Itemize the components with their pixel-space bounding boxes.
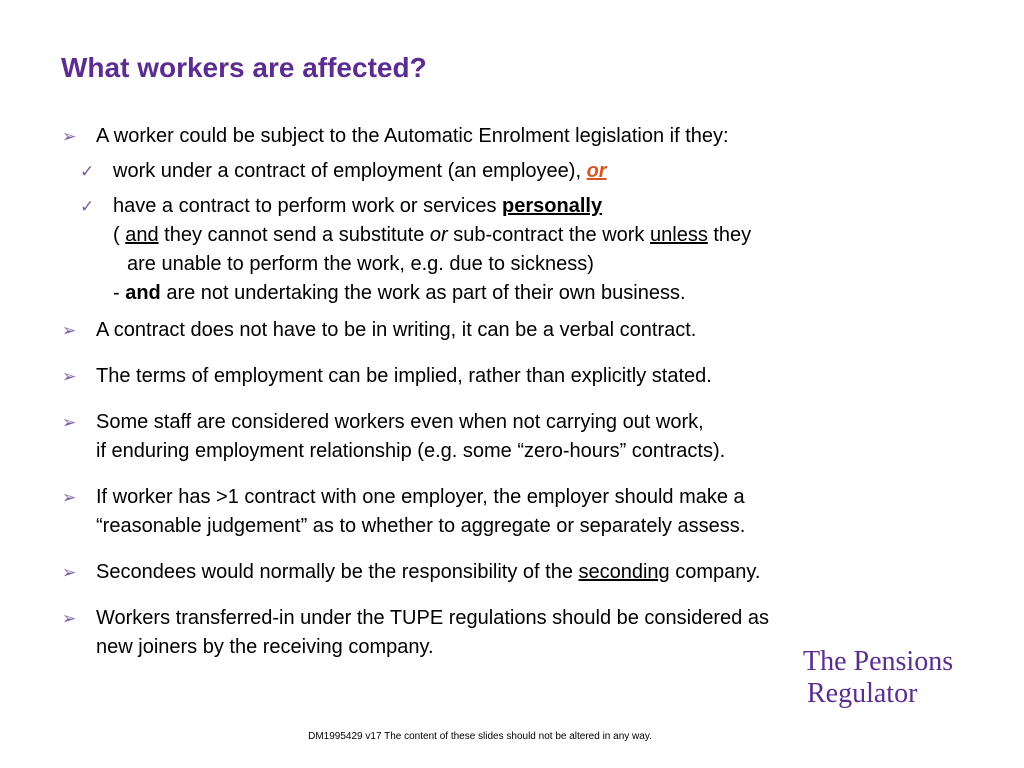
bullet-item: [62, 362, 962, 391]
emphasis-and: and: [125, 224, 159, 246]
sub-bullet-text: work under a contract of employment (an employee),: [113, 160, 587, 182]
sub-bullet-item: [62, 192, 962, 308]
sub-bullet-item: [62, 157, 962, 186]
arrow-bullet-icon: ➢: [62, 127, 77, 146]
bullet-text: The terms of employment can be implied, rather than explicitly stated.: [96, 365, 712, 387]
bullet-item: [62, 483, 962, 541]
bullet-text-line: if enduring employment relationship (e.g. some “zero-hours” contracts).: [96, 440, 726, 462]
bullet-text-line: Some staff are considered workers even when not carrying out work,: [96, 411, 704, 433]
emphasis-and-bold: and: [125, 282, 161, 304]
bullet-text: A contract does not have to be in writing, it can be a verbal contract.: [96, 319, 697, 341]
condition-dash: -: [113, 282, 126, 304]
bullet-text-line: Workers transferred-in under the TUPE regulations should be considered as: [96, 607, 769, 629]
condition-text: they cannot send a substitute: [158, 224, 430, 246]
arrow-bullet-icon: ➢: [62, 413, 77, 432]
emphasis-or-italic: or: [429, 224, 448, 246]
arrow-bullet-icon: ➢: [62, 563, 77, 582]
checkmark-icon: ✓: [80, 197, 95, 216]
pensions-regulator-logo: [803, 646, 953, 710]
condition-continuation: are unable to perform the work, e.g. due to sickness): [127, 253, 594, 275]
condition-text-2: sub-contract the work: [447, 224, 650, 246]
footer-note: DM1995429 v17 The content of these slides should not be altered in any way.: [308, 731, 652, 742]
bullet-item: [62, 316, 962, 345]
logo-line-1: The Pensions: [803, 646, 954, 677]
condition-rest: are not undertaking the work as part of their own business.: [160, 282, 686, 304]
slide-title: What workers are affected?: [61, 52, 427, 83]
bullet-text-line: new joiners by the receiving company.: [96, 636, 434, 658]
emphasis-seconding: seconding: [578, 561, 670, 583]
bullet-text-line: If worker has >1 contract with one employer, the employer should make a: [96, 486, 745, 508]
checkmark-icon: ✓: [80, 162, 95, 181]
emphasis-personally: personally: [502, 195, 603, 217]
bullet-text: A worker could be subject to the Automatic Enrolment legislation if they:: [96, 125, 729, 147]
bullet-text-line: “reasonable judgement” as to whether to aggregate or separately assess.: [96, 515, 746, 537]
emphasis-or: or: [586, 160, 607, 182]
condition-open: (: [113, 224, 126, 246]
bullet-list: [62, 122, 962, 662]
logo-line-2: Regulator: [807, 678, 918, 709]
bullet-text-end: company.: [669, 561, 761, 583]
arrow-bullet-icon: ➢: [62, 321, 77, 340]
arrow-bullet-icon: ➢: [62, 488, 77, 507]
arrow-bullet-icon: ➢: [62, 367, 77, 386]
sub-bullet-text: have a contract to perform work or services: [113, 195, 503, 217]
emphasis-unless: unless: [650, 224, 708, 246]
bullet-item: [62, 122, 962, 151]
bullet-text: Secondees would normally be the responsibility of the: [96, 561, 579, 583]
bullet-item: [62, 408, 962, 466]
arrow-bullet-icon: ➢: [62, 609, 77, 628]
bullet-item: [62, 558, 962, 587]
condition-end: they: [707, 224, 752, 246]
